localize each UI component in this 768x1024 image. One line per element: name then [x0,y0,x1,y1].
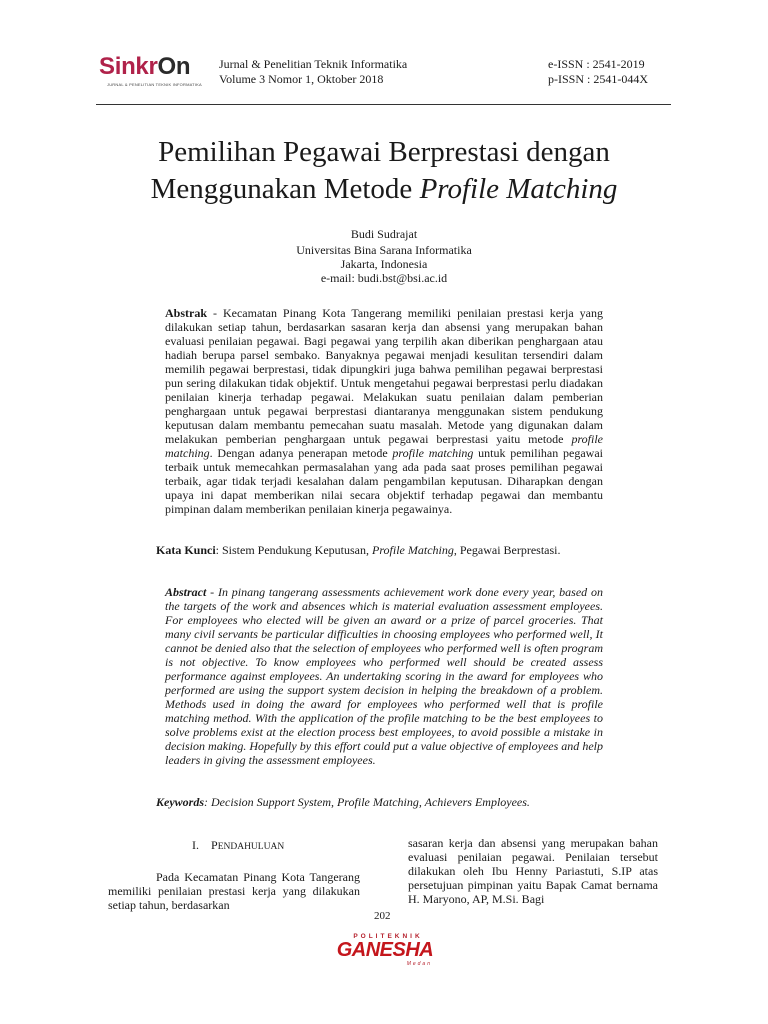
paper-title [60,134,708,208]
abstrak-label: Abstrak [165,306,208,320]
abstract-text: - In pinang tangerang assessments achievement work done every year, based on the targets of the work and absences which is material evaluation assessment employees. For employees who elected will be given an award or a prize of parcel groceries. That many civil servants be particular difficulties in choosing employees who performed well, It cannot be denied also that the selection of employees who performed well is often program is not objective. To know employees who performed well should be created assess performance against employees. An undertaking scoring in the award for employees who performed are using the support system decision in helping the breakdown of a problem. Methods used in doing the award for employees who performed well that is profile matching method. With the application of the profile matching to be the best employees to solve problems exist at the election process best employees, to avoid possible a mistake in decision making. Hopefully by this effort could put a value objective of employees and help leaders in giving the assessment employees. [165,585,603,767]
abstrak-italic-1: profile matching [165,432,603,460]
intro-right-column: sasaran kerja dan absensi yang merupakan bahan evaluasi penilaian pegawai. Penilaian tersebut dilakukan oleh Ibu Henny Pariastuti, S.IP atas persetujuan pimpinan yaitu Bapak Camat bernama H. Maryono, AP, M.Si. Bagi [408,836,658,906]
kata-kunci-text-2: , Pegawai Berprestasi. [453,543,561,557]
kata-kunci-text-1: : Sistem Pendukung Keputusan, [215,543,372,557]
abstrak-text-1: - Kecamatan Pinang Kota Tangerang memiliki penilaian prestasi kerja yang dilakukan setiap tahun, berdasarkan sasaran kerja dan absensi yang merupakan bahan evaluasi penilaian pegawai. Bagi pegawai yang terpilih akan diberikan penghargaan atau hadiah berupa parsel sembako. Banyaknya pegawai menjadi kesulitan tersendiri dalam memilih pegawai berprestasi, tidak dipungkiri juga bahwa pemilihan pegawai berprestasi pun sering dilakukan tidak objektif. Untuk mengetahui pegawai berprestasi perlu diadakan penilaian kinerja terhadap pegawai. Melakukan suatu penilaian dalam pemberian penghargaan untuk pegawai berprestasi diantaranya menggunakan sistem pendukung keputusan dalam membantu pemecahan suatu masalah. Metode yang digunakan dalam melakukan pemberian penghargaan untuk pegawai berprestasi yaitu metode [165,306,603,446]
abstrak-text-3: untuk pemilihan pegawai terbaik untuk memecahkan permasalahan yang ada pada saat proses pemilihan pegawai terbaik, agar tidak terjadi kesalahan dalam pengambilan keputusan. Diharapkan dengan upaya ini dapat memberikan nilai secara objektif terhadap pegawai dan membantu pimpinan dalam memberikan penilaian kinerja pegawainya. [165,446,603,516]
intro-left-column: Pada Kecamatan Pinang Kota Tangerang memiliki penilaian prestasi kerja yang dilakukan setiap tahun, berdasarkan [108,870,360,912]
title-line-2-plain: Menggunakan Metode [150,173,420,205]
abstrak-text-2: . Dengan adanya penerapan metode [209,446,393,460]
journal-volume: Volume 3 Nomor 1, Oktober 2018 [219,72,384,86]
abstract-label: Abstract [165,585,207,599]
author-name: Budi Sudrajat [350,227,418,241]
title-line-2 [60,171,708,208]
footer-logo-sub: Medan [406,961,432,967]
journal-logo [99,53,209,93]
journal-name: Jurnal & Penelitian Teknik Informatika [219,57,408,71]
footer-logo [330,933,440,971]
abstract-paragraph [165,585,603,767]
header-rule [96,104,671,105]
section-heading [192,838,284,855]
author-affiliation: Universitas Bina Sarana Informatika [296,243,472,257]
keywords-label: Keywords [156,795,204,809]
abstrak-paragraph [165,306,603,516]
logo-word-sinkr: Sinkr [99,53,158,80]
title-line-2-italic: Profile Matching [419,173,618,205]
logo-word-on: On [157,53,191,80]
keywords [156,795,530,810]
section-rest: ENDAHULUAN [217,842,285,852]
kata-kunci-label: Kata Kunci [156,543,216,557]
section-number: I. [192,838,199,852]
footer-logo-main: GANESHA [336,939,434,961]
kata-kunci-italic: Profile Matching [372,543,454,557]
author-location: Jakarta, Indonesia [340,257,428,271]
pissn: p-ISSN : 2541-044X [548,72,649,86]
page-number: 202 [374,910,391,922]
author-email: e-mail: budi.bst@bsi.ac.id [320,271,448,285]
section-first-letter: P [211,838,218,852]
footer-logo-top: POLITEKNIK [353,933,423,940]
logo-tagline: JURNAL & PENELITIAN TEKNIK INFORMATIKA [107,82,202,87]
title-line-1: Pemilihan Pegawai Berprestasi dengan [158,136,610,168]
kata-kunci [156,543,561,558]
eissn: e-ISSN : 2541-2019 [548,57,645,71]
abstrak-italic-2: profile matching [392,446,474,460]
keywords-text: : Decision Support System, Profile Matching, Achievers Employees. [204,795,530,809]
